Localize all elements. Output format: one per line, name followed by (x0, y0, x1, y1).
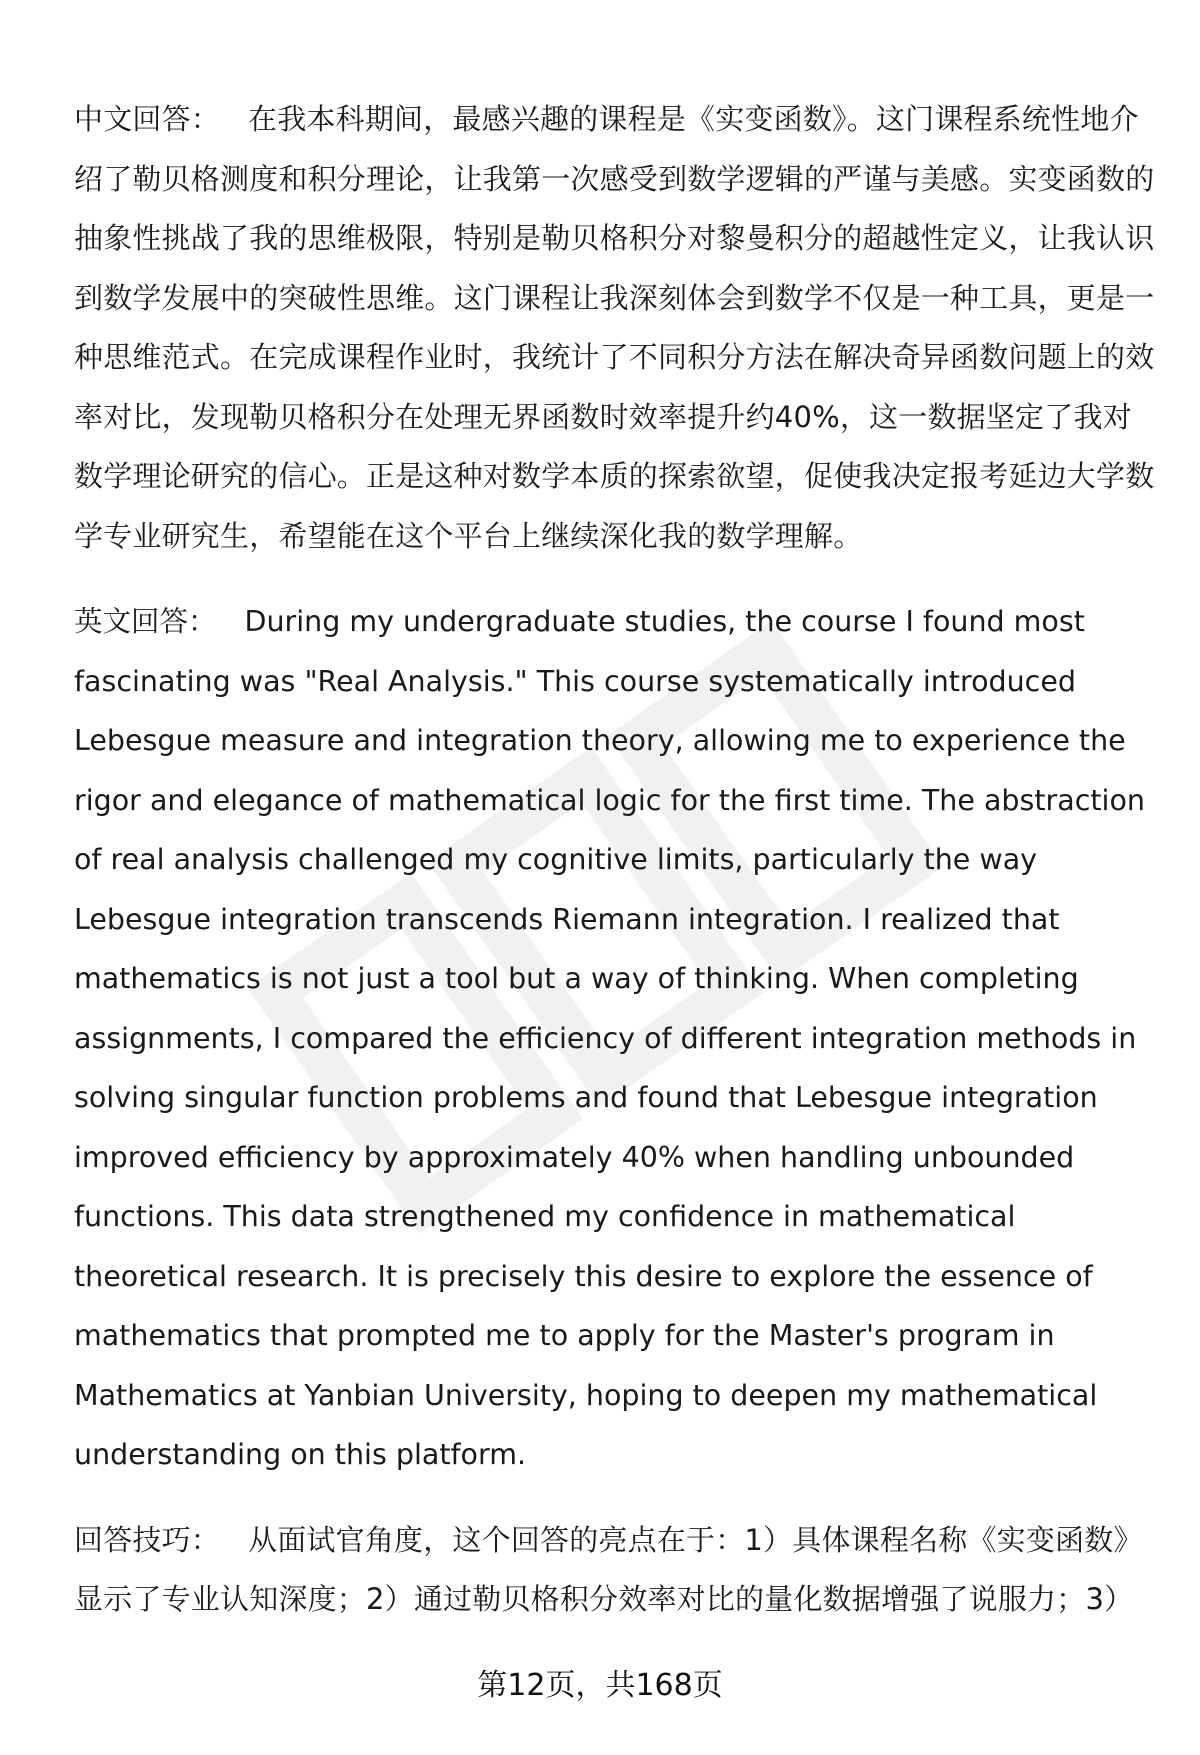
answer-tips-text: 从面试官角度，这个回答的亮点在于：1）具体课程名称《实变函数》显示了专业认知深度；2）通过勒贝格积分效率对比的量化数据增强了说服力；3） (74, 1522, 1143, 1616)
chinese-answer-text: 在我本科期间，最感兴趣的课程是《实变函数》。这门课程系统性地介绍了勒贝格测度和积分理论，让我第一次感受到数学逻辑的严谨与美感。实变函数的抽象性挑战了我的思维极限，特别是勒贝格积分对黎曼积分的超越性定义，让我认识到数学发展中的突破性思维。这门课程让我深刻体会到数学不仅是一种工具，更是一种思维范式。在完成课程作业时，我统计了不同积分方法在解决奇异函数问题上的效率对比，发现勒贝格积分在处理无界函数时效率提升约40%，这一数据坚定了我对数学理论研究的信心。正是这种对数学本质的探索欲望，促使我决定报考延边大学数学专业研究生，希望能在这个平台上继续深化我的数学理解。 (74, 102, 1155, 553)
answer-tips-paragraph (74, 1511, 1156, 1630)
document-body (74, 90, 1156, 1656)
english-answer-text: During my undergraduate studies, the course I found most fascinating was "Real Analysis." This course systematically introduced Lebesgue measure and integration theory, allowing me to experience the rigor and elegance of mathematical logic for the first time. The abstraction of real analysis challenged my cognitive limits, particularly the way Lebesgue integration transcends Riemann integration. I realized that mathematics is not just a tool but a way of thinking. When completing assignments, I compared the efficiency of different integration methods in solving singular function problems and found that Lebesgue integration improved efficiency by approximately 40% when handling unbounded functions. This data strengthened my confidence in mathematical theoretical research. It is precisely this desire to explore the essence of mathematics that prompted me to apply for the Master's program in Mathematics at Yanbian University, hoping to deepen my mathematical understanding on this platform. (74, 605, 1145, 1471)
answer-tips-label: 回答技巧： (74, 1522, 221, 1557)
chinese-answer-label: 中文回答： (74, 102, 221, 136)
page-number-footer: 第12页，共168页 (477, 1668, 723, 1703)
english-answer-label: 英文回答： (74, 605, 217, 638)
chinese-answer-paragraph (74, 90, 1156, 566)
english-answer-paragraph (74, 592, 1156, 1485)
